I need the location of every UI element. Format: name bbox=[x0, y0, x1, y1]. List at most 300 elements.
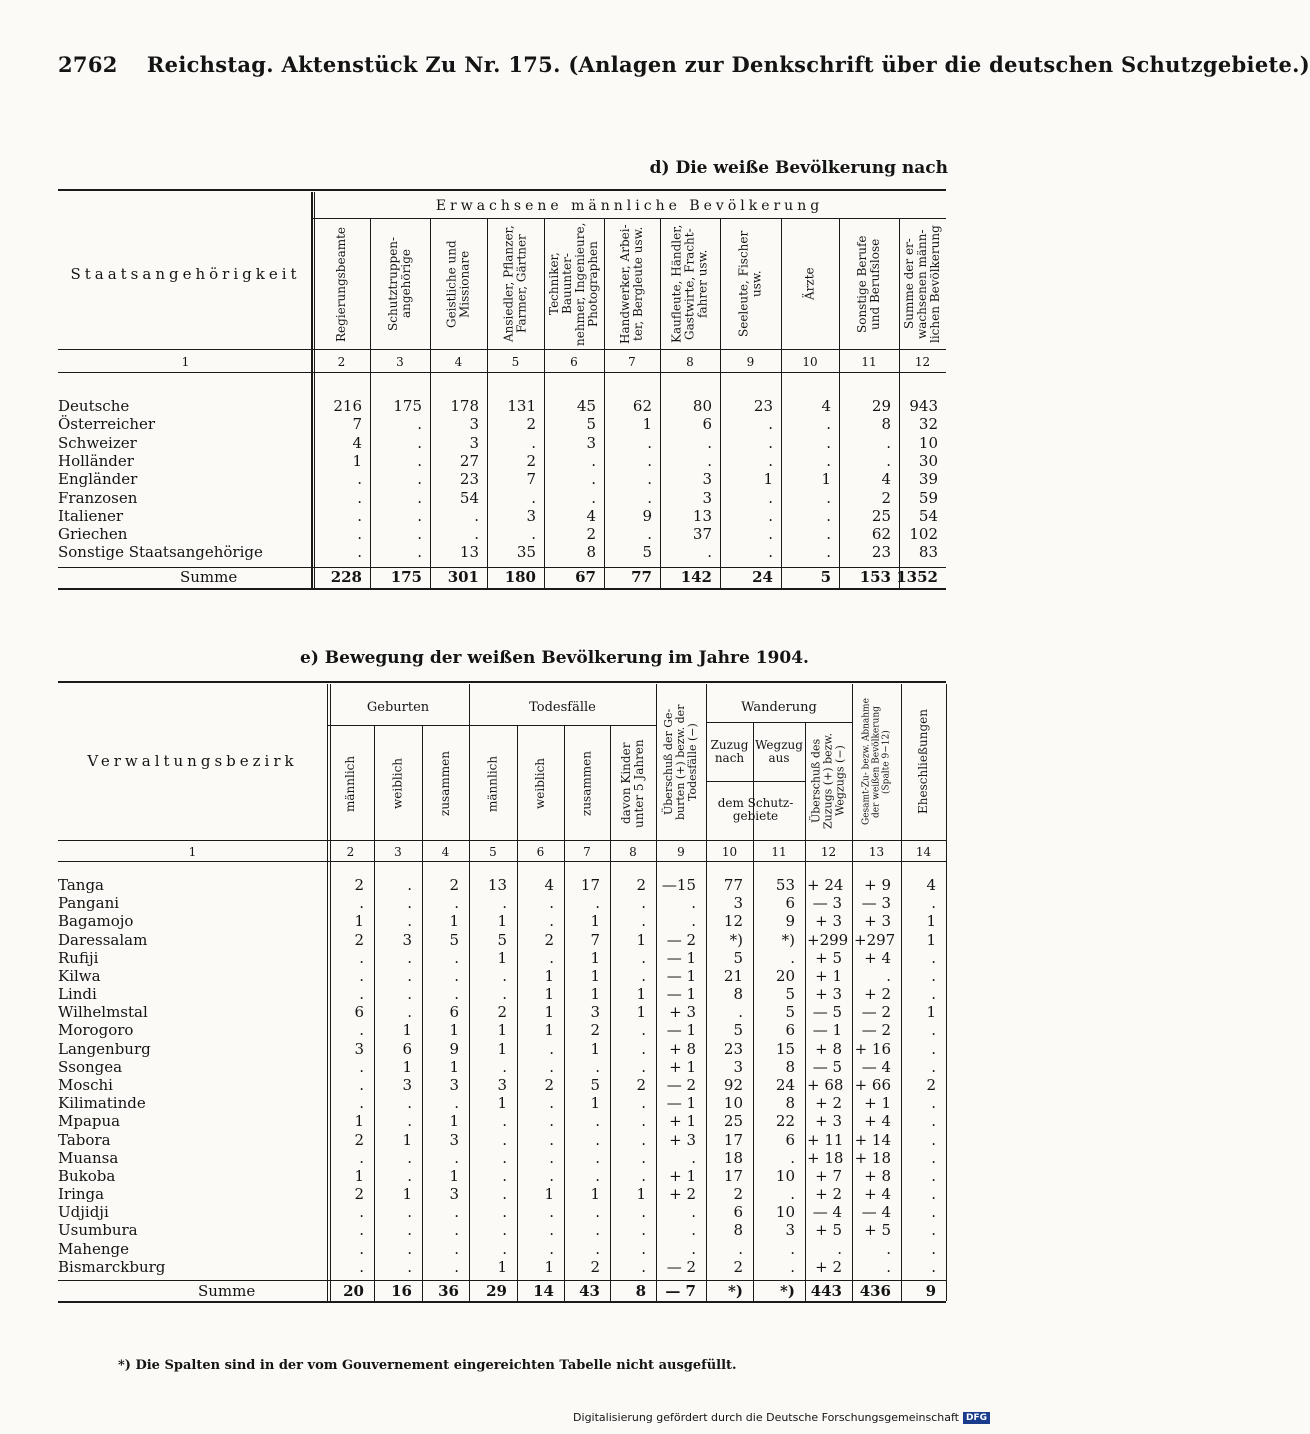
table-d-column-header: Sonstige Berufe und Berufslose bbox=[855, 235, 882, 333]
table-cell: 1 bbox=[821, 470, 831, 489]
table-cell: . bbox=[768, 488, 773, 507]
table-cell: . bbox=[502, 1148, 507, 1167]
table-d-column-header: Regierungsbeamte bbox=[334, 226, 348, 342]
table-cell: 17 bbox=[580, 876, 600, 894]
table-e-column-number: 13 bbox=[868, 845, 885, 859]
table-cell: . bbox=[407, 876, 412, 894]
table-cell: . bbox=[931, 948, 936, 967]
table-cell: . bbox=[931, 1257, 936, 1276]
table-cell: . bbox=[357, 506, 362, 525]
table-cell: 3 bbox=[590, 1003, 600, 1022]
table-e-bottom-rule bbox=[58, 1301, 946, 1303]
table-d-title: d) Die weiße Bevölkerung nach bbox=[649, 158, 948, 178]
table-cell: . bbox=[931, 1203, 936, 1222]
table-cell: . bbox=[641, 1239, 646, 1258]
table-cell: . bbox=[768, 415, 773, 434]
table-cell: . bbox=[647, 433, 652, 452]
table-cell: . bbox=[641, 1130, 646, 1149]
table-cell: 77 bbox=[723, 876, 743, 894]
table-e-column-header: männlich bbox=[343, 755, 357, 812]
table-cell: . bbox=[641, 1166, 646, 1185]
table-cell: . bbox=[691, 1239, 696, 1258]
table-cell: . bbox=[454, 1221, 459, 1240]
table-cell: + 4 bbox=[864, 1185, 891, 1204]
table-cell: . bbox=[641, 1021, 646, 1040]
row-label: Daressalam bbox=[58, 930, 148, 949]
table-cell: + 24 bbox=[807, 876, 844, 894]
table-cell: . bbox=[691, 912, 696, 931]
table-cell: . bbox=[502, 1185, 507, 1204]
table-e-column-divider bbox=[946, 684, 947, 1301]
table-d-span-rule bbox=[313, 218, 946, 219]
sum-cell: 20 bbox=[343, 1282, 364, 1300]
table-cell: 8 bbox=[785, 1057, 795, 1076]
table-cell: 1 bbox=[402, 1021, 412, 1040]
table-d-column-number: 4 bbox=[454, 355, 463, 369]
table-cell: 8 bbox=[733, 1221, 743, 1240]
table-cell: . bbox=[931, 1021, 936, 1040]
table-d-column-number: 12 bbox=[914, 355, 931, 369]
table-cell: 1 bbox=[354, 912, 364, 931]
table-cell: . bbox=[768, 525, 773, 544]
table-cell: 23 bbox=[753, 397, 773, 415]
table-cell: . bbox=[641, 948, 646, 967]
table-cell: 6 bbox=[785, 1130, 795, 1149]
table-cell: + 3 bbox=[669, 1003, 696, 1022]
table-cell: + 2 bbox=[815, 1257, 842, 1276]
table-cell: 2 bbox=[636, 1075, 646, 1094]
table-cell: 2 bbox=[926, 1075, 936, 1094]
table-d-numbers-rule bbox=[58, 372, 946, 373]
table-cell: . bbox=[502, 1203, 507, 1222]
table-cell: — 1 bbox=[666, 948, 696, 967]
table-cell: . bbox=[641, 912, 646, 931]
table-e-column-number: 4 bbox=[441, 845, 450, 859]
table-cell: 1 bbox=[636, 1185, 646, 1204]
row-label: Rufiji bbox=[58, 948, 99, 967]
table-cell: 1 bbox=[544, 1003, 554, 1022]
row-label: Österreicher bbox=[58, 415, 156, 434]
table-cell: 1 bbox=[636, 930, 646, 949]
table-cell: 9 bbox=[642, 506, 652, 525]
row-label: Mahenge bbox=[58, 1239, 129, 1258]
table-cell: . bbox=[454, 1094, 459, 1113]
table-cell: . bbox=[549, 1039, 554, 1058]
table-cell: . bbox=[641, 1057, 646, 1076]
table-cell: 2 bbox=[497, 1003, 507, 1022]
table-cell: . bbox=[647, 525, 652, 544]
sum-cell: 43 bbox=[579, 1282, 600, 1300]
table-cell: . bbox=[407, 894, 412, 913]
table-cell: 8 bbox=[785, 1094, 795, 1113]
table-cell: . bbox=[931, 1057, 936, 1076]
table-e-column-header: Überschuß des Zuzugs (+) bezw. Wegzugs (−) bbox=[809, 732, 847, 830]
table-cell: . bbox=[454, 966, 459, 985]
table-d-column-header: Ärzte bbox=[802, 267, 817, 301]
table-cell: . bbox=[531, 525, 536, 544]
table-cell: . bbox=[931, 985, 936, 1004]
row-label: Italiener bbox=[58, 506, 124, 525]
table-cell: 2 bbox=[881, 488, 891, 507]
table-cell: 3 bbox=[469, 415, 479, 434]
table-cell: 3 bbox=[449, 1185, 459, 1204]
table-cell: 5 bbox=[590, 1075, 600, 1094]
row-label: Franzosen bbox=[58, 488, 138, 507]
table-cell: 1 bbox=[636, 1003, 646, 1022]
table-cell: 3 bbox=[449, 1130, 459, 1149]
table-cell: . bbox=[595, 1057, 600, 1076]
table-cell: 1 bbox=[354, 1112, 364, 1131]
sum-cell: 67 bbox=[575, 568, 596, 586]
table-d-column-header: Geistliche und Missionare bbox=[444, 240, 472, 328]
table-cell: . bbox=[768, 433, 773, 452]
table-cell: 1 bbox=[590, 912, 600, 931]
table-cell: . bbox=[549, 1057, 554, 1076]
table-e-top-rule bbox=[58, 681, 946, 683]
table-cell: + 66 bbox=[854, 1075, 891, 1094]
table-cell: 10 bbox=[775, 1166, 795, 1185]
table-e-group-rule bbox=[327, 725, 656, 726]
table-cell: . bbox=[837, 1239, 842, 1258]
table-cell: + 7 bbox=[815, 1166, 842, 1185]
table-cell: 1 bbox=[449, 1166, 459, 1185]
table-cell: — 2 bbox=[666, 1257, 696, 1276]
table-cell: + 5 bbox=[815, 1221, 842, 1240]
table-cell: . bbox=[641, 1203, 646, 1222]
table-e-wanderung-rule bbox=[706, 722, 852, 723]
table-cell: . bbox=[691, 1148, 696, 1167]
table-cell: 1 bbox=[544, 1257, 554, 1276]
table-cell: 21 bbox=[723, 966, 743, 985]
table-cell: + 5 bbox=[815, 948, 842, 967]
table-e-column-number: 6 bbox=[536, 845, 545, 859]
table-cell: . bbox=[931, 1112, 936, 1131]
table-cell: 1 bbox=[402, 1130, 412, 1149]
table-cell: . bbox=[790, 948, 795, 967]
table-cell: . bbox=[591, 470, 596, 489]
table-cell: 20 bbox=[775, 966, 795, 985]
table-cell: 10 bbox=[775, 1203, 795, 1222]
table-d-column-number: 9 bbox=[746, 355, 755, 369]
table-cell: 10 bbox=[918, 433, 938, 452]
table-cell: . bbox=[454, 1148, 459, 1167]
table-cell: . bbox=[647, 470, 652, 489]
table-cell: . bbox=[931, 1039, 936, 1058]
table-cell: . bbox=[886, 433, 891, 452]
table-cell: . bbox=[407, 985, 412, 1004]
table-cell: 7 bbox=[590, 930, 600, 949]
table-cell: 62 bbox=[871, 525, 891, 544]
table-cell: 178 bbox=[450, 397, 479, 415]
table-cell: . bbox=[595, 894, 600, 913]
table-cell: . bbox=[549, 1221, 554, 1240]
table-cell: 1 bbox=[590, 1039, 600, 1058]
table-cell: + 3 bbox=[815, 1112, 842, 1131]
table-cell: . bbox=[549, 1203, 554, 1222]
table-d-top-rule bbox=[58, 189, 946, 191]
table-cell: — 2 bbox=[861, 1003, 891, 1022]
table-cell: 2 bbox=[354, 930, 364, 949]
table-cell: . bbox=[549, 894, 554, 913]
table-cell: + 5 bbox=[864, 1221, 891, 1240]
sum-cell: *) bbox=[728, 1282, 743, 1300]
table-cell: . bbox=[407, 1203, 412, 1222]
table-cell: 1 bbox=[763, 470, 773, 489]
table-cell: 39 bbox=[918, 470, 938, 489]
table-cell: + 8 bbox=[864, 1166, 891, 1185]
table-cell: — 3 bbox=[861, 894, 891, 913]
table-cell: 6 bbox=[785, 894, 795, 913]
table-cell: . bbox=[407, 966, 412, 985]
sum-cell: *) bbox=[780, 1282, 795, 1300]
table-cell: 13 bbox=[459, 543, 479, 562]
table-cell: — 1 bbox=[666, 1021, 696, 1040]
table-cell: + 3 bbox=[669, 1130, 696, 1149]
sum-cell: 142 bbox=[680, 568, 712, 586]
table-cell: . bbox=[502, 985, 507, 1004]
row-label: Mpapua bbox=[58, 1112, 121, 1131]
table-e-header-rule bbox=[58, 840, 946, 841]
row-label: Morogoro bbox=[58, 1021, 134, 1040]
table-cell: . bbox=[407, 1221, 412, 1240]
table-cell: 1 bbox=[449, 1057, 459, 1076]
table-cell: . bbox=[502, 1221, 507, 1240]
table-cell: . bbox=[768, 506, 773, 525]
table-cell: . bbox=[691, 894, 696, 913]
table-cell: 5 bbox=[785, 1003, 795, 1022]
table-cell: . bbox=[359, 1094, 364, 1113]
row-label: Lindi bbox=[58, 985, 97, 1004]
table-d-column-number: 11 bbox=[861, 355, 877, 369]
table-cell: . bbox=[531, 433, 536, 452]
table-cell: . bbox=[768, 543, 773, 562]
table-cell: . bbox=[417, 433, 422, 452]
table-e-column-number: 1 bbox=[188, 845, 197, 859]
table-cell: + 1 bbox=[815, 966, 842, 985]
sum-cell: 24 bbox=[752, 568, 773, 586]
table-cell: 4 bbox=[881, 470, 891, 489]
table-cell: + 14 bbox=[854, 1130, 891, 1149]
group-header-dem-schutzgebiete: dem Schutz- gebiete bbox=[717, 796, 794, 823]
table-cell: 6 bbox=[733, 1203, 743, 1222]
table-cell: + 2 bbox=[669, 1185, 696, 1204]
table-cell: 54 bbox=[459, 488, 479, 507]
table-cell: 3 bbox=[586, 433, 596, 452]
table-cell: —15 bbox=[661, 876, 696, 894]
table-cell: 1 bbox=[590, 1185, 600, 1204]
table-cell: . bbox=[790, 1185, 795, 1204]
row-label: Wilhelmstal bbox=[58, 1003, 148, 1022]
table-cell: . bbox=[357, 488, 362, 507]
table-cell: . bbox=[474, 525, 479, 544]
row-label: Schweizer bbox=[58, 433, 137, 452]
table-cell: 216 bbox=[333, 397, 362, 415]
table-cell: . bbox=[549, 912, 554, 931]
table-cell: — 4 bbox=[861, 1203, 891, 1222]
sum-cell: 301 bbox=[447, 568, 479, 586]
table-cell: 1 bbox=[497, 1021, 507, 1040]
table-cell: . bbox=[641, 1039, 646, 1058]
table-cell: 5 bbox=[586, 415, 596, 434]
sum-cell: 180 bbox=[504, 568, 536, 586]
table-cell: 2 bbox=[636, 876, 646, 894]
table-cell: 37 bbox=[692, 525, 712, 544]
table-cell: + 1 bbox=[864, 1094, 891, 1113]
table-cell: . bbox=[641, 1148, 646, 1167]
table-d-column-header: Ansiedler, Pflanzer, Farmer, Gärtner bbox=[501, 225, 529, 343]
table-cell: 2 bbox=[586, 525, 596, 544]
table-cell: *) bbox=[729, 930, 743, 949]
table-cell: . bbox=[549, 1239, 554, 1258]
table-cell: 10 bbox=[723, 1094, 743, 1113]
table-e-column-divider bbox=[706, 684, 707, 1301]
table-cell: 2 bbox=[354, 1185, 364, 1204]
table-cell: — 2 bbox=[666, 1075, 696, 1094]
table-cell: 54 bbox=[918, 506, 938, 525]
table-cell: 3 bbox=[785, 1221, 795, 1240]
table-cell: 1 bbox=[544, 966, 554, 985]
table-d-column-header: Kaufleute, Händler, Gastwirte, Fracht- fahrer usw. bbox=[669, 224, 710, 344]
table-e-column-number: 8 bbox=[629, 845, 637, 859]
row-label: Tabora bbox=[58, 1130, 111, 1149]
table-cell: . bbox=[502, 966, 507, 985]
table-d-column-header: Summe der er- wachsenen männ- lichen Bevölkerung bbox=[902, 225, 942, 343]
sum-label: Summe bbox=[198, 1282, 256, 1300]
sum-cell: 153 bbox=[859, 568, 891, 586]
table-cell: . bbox=[886, 1239, 891, 1258]
table-cell: 25 bbox=[723, 1112, 743, 1131]
table-cell: 3 bbox=[733, 1057, 743, 1076]
table-cell: — 5 bbox=[812, 1057, 842, 1076]
table-cell: 3 bbox=[469, 433, 479, 452]
running-header bbox=[58, 52, 1310, 77]
table-cell: . bbox=[359, 966, 364, 985]
table-cell: 83 bbox=[918, 543, 938, 562]
table-cell: 1 bbox=[402, 1057, 412, 1076]
sum-cell: 29 bbox=[486, 1282, 507, 1300]
table-cell: 2 bbox=[526, 451, 536, 470]
table-cell: . bbox=[359, 948, 364, 967]
table-d-bottom-rule bbox=[58, 588, 946, 590]
table-cell: . bbox=[826, 525, 831, 544]
sum-cell: 436 bbox=[859, 1282, 891, 1300]
sum-cell: 228 bbox=[330, 568, 362, 586]
table-cell: . bbox=[474, 506, 479, 525]
table-cell: . bbox=[549, 1148, 554, 1167]
table-cell: . bbox=[407, 1112, 412, 1131]
table-cell: 1 bbox=[590, 948, 600, 967]
table-cell: . bbox=[359, 1075, 364, 1094]
table-cell: 6 bbox=[702, 415, 712, 434]
table-cell: . bbox=[417, 415, 422, 434]
table-cell: . bbox=[826, 451, 831, 470]
table-d-column-number: 5 bbox=[511, 355, 520, 369]
table-cell: — 2 bbox=[666, 930, 696, 949]
row-label: Kilimatinde bbox=[58, 1094, 146, 1113]
table-cell: . bbox=[454, 1239, 459, 1258]
table-cell: . bbox=[359, 894, 364, 913]
row-label: Kilwa bbox=[58, 966, 101, 985]
table-cell: + 4 bbox=[864, 948, 891, 967]
row-label: Moschi bbox=[58, 1075, 113, 1094]
table-cell: . bbox=[549, 1130, 554, 1149]
table-cell: . bbox=[790, 1239, 795, 1258]
table-cell: . bbox=[549, 1112, 554, 1131]
table-cell: 8 bbox=[586, 543, 596, 562]
table-cell: . bbox=[707, 543, 712, 562]
table-cell: + 4 bbox=[864, 1112, 891, 1131]
table-cell: . bbox=[641, 1112, 646, 1131]
table-d-column-number: 7 bbox=[628, 355, 636, 369]
table-cell: . bbox=[595, 1148, 600, 1167]
table-cell: 62 bbox=[632, 397, 652, 415]
table-d-column-header: Handwerker, Arbei- ter, Bergleute usw. bbox=[618, 224, 645, 344]
row-label: Langenburg bbox=[58, 1039, 151, 1058]
table-cell: 1 bbox=[402, 1185, 412, 1204]
table-cell: 5 bbox=[785, 985, 795, 1004]
table-e-schutz-rule bbox=[706, 781, 805, 782]
table-cell: 4 bbox=[926, 876, 936, 894]
table-cell: + 9 bbox=[864, 876, 891, 894]
credit-line bbox=[573, 1411, 990, 1424]
table-cell: . bbox=[691, 1203, 696, 1222]
table-cell: . bbox=[357, 525, 362, 544]
table-cell: 92 bbox=[723, 1075, 743, 1094]
sum-cell: 175 bbox=[390, 568, 422, 586]
table-d-column-number: 3 bbox=[396, 355, 404, 369]
table-cell: . bbox=[407, 1094, 412, 1113]
table-e-stub-header: Verwaltungsbezirk bbox=[87, 752, 298, 770]
table-cell: . bbox=[595, 1130, 600, 1149]
table-cell: 1 bbox=[926, 912, 936, 931]
dfg-logo-icon: DFG bbox=[963, 1412, 990, 1424]
table-cell: . bbox=[359, 1021, 364, 1040]
sum-label: Summe bbox=[180, 568, 238, 586]
table-cell: 1 bbox=[590, 966, 600, 985]
table-cell: . bbox=[359, 1057, 364, 1076]
table-cell: . bbox=[886, 1257, 891, 1276]
row-label: Bismarckburg bbox=[58, 1257, 166, 1276]
row-label: Tanga bbox=[58, 876, 104, 894]
group-header-wanderung: Wanderung bbox=[741, 700, 817, 715]
table-cell: 1 bbox=[354, 1166, 364, 1185]
table-cell: . bbox=[768, 451, 773, 470]
table-d-column-number: 6 bbox=[570, 355, 578, 369]
table-cell: + 2 bbox=[815, 1185, 842, 1204]
table-cell: . bbox=[502, 1112, 507, 1131]
table-e-column-number: 3 bbox=[394, 845, 402, 859]
table-cell: 1 bbox=[926, 930, 936, 949]
table-cell: 3 bbox=[702, 470, 712, 489]
table-cell: + 1 bbox=[669, 1112, 696, 1131]
table-cell: 1 bbox=[590, 985, 600, 1004]
table-d-column-number: 2 bbox=[337, 355, 346, 369]
table-e-column-header: Zuzug nach bbox=[710, 738, 749, 765]
table-cell: 1 bbox=[642, 415, 652, 434]
credit-text: Digitalisierung gefördert durch die Deutsche Forschungsgemeinschaft bbox=[573, 1411, 959, 1424]
table-cell: . bbox=[647, 488, 652, 507]
table-cell: — 2 bbox=[861, 1021, 891, 1040]
table-cell: . bbox=[359, 1203, 364, 1222]
table-e-column-number: 11 bbox=[771, 845, 787, 859]
table-cell: . bbox=[707, 451, 712, 470]
table-cell: 943 bbox=[909, 397, 938, 415]
table-e-column-number: 9 bbox=[677, 845, 685, 859]
table-cell: 45 bbox=[576, 397, 596, 415]
table-cell: + 68 bbox=[807, 1075, 844, 1094]
row-label: Udjidji bbox=[58, 1203, 109, 1222]
table-cell: . bbox=[359, 1239, 364, 1258]
